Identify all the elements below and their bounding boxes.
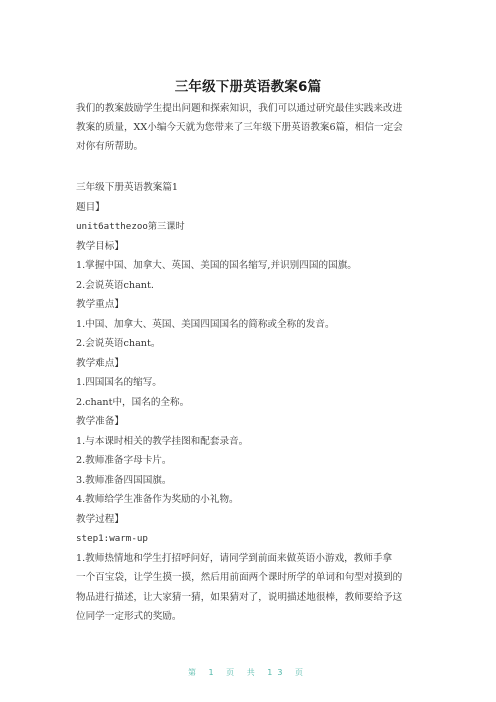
label-preparation: 教学准备】 xyxy=(76,416,124,427)
procedure-line: 位同学一定形式的奖励。 xyxy=(76,611,182,622)
label-objectives: 教学目标】 xyxy=(76,240,124,252)
label-key-points: 教学重点】 xyxy=(76,299,124,310)
intro-paragraph xyxy=(76,99,428,156)
label-difficulties: 教学难点】 xyxy=(76,357,124,369)
preparation-item: 2.教师准备字母卡片。 xyxy=(76,455,172,466)
section-heading: 三年级下册英语教案篇1 xyxy=(76,182,179,193)
difficulty-item: 1.四国国名的缩写。 xyxy=(76,377,162,388)
key-point-item: 1.中国、加拿大、英国、美国四国国名的简称或全称的发音。 xyxy=(76,318,335,330)
objective-item: 1.掌握中国、加拿大、英国、美国的国名缩写,并识别四国的国旗。 xyxy=(76,260,357,271)
key-point-item: 2.会说英语chant。 xyxy=(76,338,161,349)
preparation-item: 1.与本课时相关的教学挂图和配套录音。 xyxy=(76,435,249,447)
intro-line: 我们的教案鼓励学生提出问题和探索知识，我们可以通过研究最佳实践来改进 xyxy=(76,103,403,114)
objective-item: 2.会说英语chant. xyxy=(76,279,154,291)
intro-line: 教案的质量，XX小编今天就为您带来了三年级下册英语教案6篇，相信一定会 xyxy=(76,122,403,133)
label-procedure: 教学过程】 xyxy=(76,513,124,525)
page-number: 第 1 页 共 13 页 xyxy=(188,668,308,677)
preparation-item: 4.教师给学生准备作为奖励的小礼物。 xyxy=(76,494,239,505)
difficulty-item: 2.chant中，国名的全称。 xyxy=(76,396,190,408)
procedure-paragraph xyxy=(76,549,428,627)
document-title: 三年级下册英语教案6篇 xyxy=(174,79,322,95)
label-topic: 题目】 xyxy=(76,201,105,213)
procedure-line: 一个百宝袋，让学生摸一摸，然后用前面两个课时所学的单词和句型对摸到的 xyxy=(76,572,403,583)
preparation-item: 3.教师准备四国国旗。 xyxy=(76,474,172,486)
procedure-line: 物品进行描述，让大家猜一猜，如果猜对了，说明描述地很棒，教师要给予这 xyxy=(76,591,403,603)
intro-line: 对你有所帮助。 xyxy=(76,141,144,152)
lesson-unit: unit6atthezoo第三课时 xyxy=(76,221,185,232)
step-heading: step1:warm-up xyxy=(76,533,148,544)
lesson-body xyxy=(76,178,428,627)
procedure-line: 1.教师热情地和学生打招呼问好，请同学到前面来做英语小游戏，教师手拿 xyxy=(76,552,393,564)
